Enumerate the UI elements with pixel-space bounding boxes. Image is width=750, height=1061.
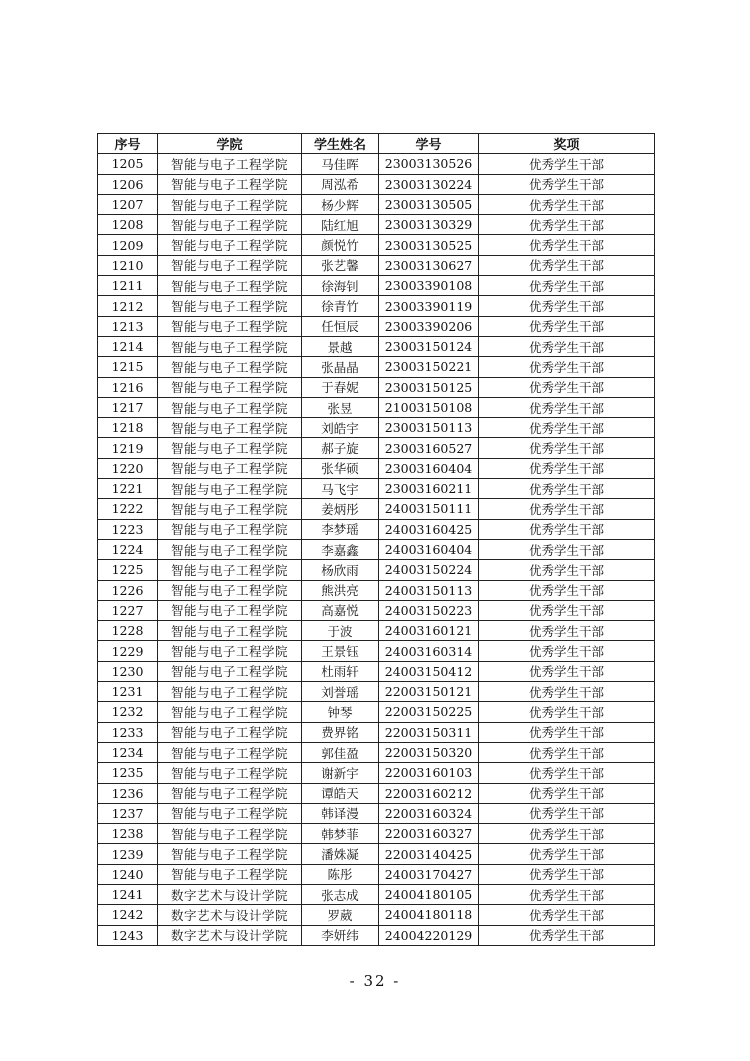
cell-student-name: 杜雨轩 (302, 661, 379, 681)
cell-student-id: 24003160314 (379, 641, 479, 661)
table-row (98, 763, 655, 783)
table-row (98, 783, 655, 803)
cell-student-name: 李梦瑶 (302, 519, 379, 539)
header-serial-number: 序号 (98, 134, 158, 154)
table-row (98, 560, 655, 580)
cell-student-name: 郭佳盈 (302, 742, 379, 762)
cell-student-name: 景越 (302, 336, 379, 356)
header-award: 奖项 (479, 134, 655, 154)
cell-serial-number: 1218 (98, 418, 158, 438)
cell-student-name: 郝子旋 (302, 438, 379, 458)
cell-college: 智能与电子工程学院 (158, 194, 302, 214)
cell-student-id: 22003160327 (379, 824, 479, 844)
cell-student-id: 22003160103 (379, 763, 479, 783)
cell-college: 智能与电子工程学院 (158, 722, 302, 742)
table-row (98, 621, 655, 641)
cell-award: 优秀学生干部 (479, 844, 655, 864)
cell-college: 智能与电子工程学院 (158, 742, 302, 762)
cell-college: 智能与电子工程学院 (158, 580, 302, 600)
cell-award: 优秀学生干部 (479, 499, 655, 519)
cell-college: 智能与电子工程学院 (158, 499, 302, 519)
table-row (98, 255, 655, 275)
cell-award: 优秀学生干部 (479, 458, 655, 478)
cell-student-id: 24003150111 (379, 499, 479, 519)
cell-student-name: 张晶晶 (302, 357, 379, 377)
table-row (98, 316, 655, 336)
table-row (98, 458, 655, 478)
cell-student-name: 周泓希 (302, 174, 379, 194)
cell-award: 优秀学生干部 (479, 682, 655, 702)
cell-serial-number: 1227 (98, 600, 158, 620)
cell-college: 智能与电子工程学院 (158, 479, 302, 499)
cell-student-name: 李嘉鑫 (302, 539, 379, 559)
cell-student-name: 杨欣雨 (302, 560, 379, 580)
table-row (98, 925, 655, 945)
cell-serial-number: 1207 (98, 194, 158, 214)
cell-award: 优秀学生干部 (479, 742, 655, 762)
cell-college: 智能与电子工程学院 (158, 682, 302, 702)
cell-serial-number: 1219 (98, 438, 158, 458)
cell-student-name: 张昱 (302, 397, 379, 417)
cell-award: 优秀学生干部 (479, 600, 655, 620)
cell-student-name: 颜悦竹 (302, 235, 379, 255)
cell-student-name: 张华硕 (302, 458, 379, 478)
cell-award: 优秀学生干部 (479, 641, 655, 661)
cell-college: 智能与电子工程学院 (158, 621, 302, 641)
cell-serial-number: 1236 (98, 783, 158, 803)
cell-serial-number: 1224 (98, 539, 158, 559)
cell-award: 优秀学生干部 (479, 925, 655, 945)
cell-student-name: 陆红旭 (302, 215, 379, 235)
cell-student-id: 23003130224 (379, 174, 479, 194)
cell-award: 优秀学生干部 (479, 560, 655, 580)
cell-student-name: 王景钰 (302, 641, 379, 661)
table-row (98, 438, 655, 458)
cell-student-id: 22003160212 (379, 783, 479, 803)
cell-student-id: 24003170427 (379, 864, 479, 884)
table-row (98, 824, 655, 844)
header-student-id: 学号 (379, 134, 479, 154)
cell-serial-number: 1213 (98, 316, 158, 336)
cell-serial-number: 1243 (98, 925, 158, 945)
cell-serial-number: 1208 (98, 215, 158, 235)
cell-college: 智能与电子工程学院 (158, 438, 302, 458)
cell-college: 智能与电子工程学院 (158, 661, 302, 681)
cell-student-name: 钟琴 (302, 702, 379, 722)
cell-serial-number: 1240 (98, 864, 158, 884)
cell-student-name: 高嘉悦 (302, 600, 379, 620)
header-college: 学院 (158, 134, 302, 154)
cell-student-name: 于春妮 (302, 377, 379, 397)
cell-student-name: 刘誉瑶 (302, 682, 379, 702)
cell-student-id: 22003150121 (379, 682, 479, 702)
table-row (98, 397, 655, 417)
cell-student-id: 22003140425 (379, 844, 479, 864)
cell-award: 优秀学生干部 (479, 519, 655, 539)
cell-award: 优秀学生干部 (479, 174, 655, 194)
cell-award: 优秀学生干部 (479, 296, 655, 316)
cell-student-id: 23003160211 (379, 479, 479, 499)
cell-student-name: 马佳晖 (302, 154, 379, 174)
cell-college: 智能与电子工程学院 (158, 519, 302, 539)
table-row (98, 357, 655, 377)
cell-student-name: 陈彤 (302, 864, 379, 884)
cell-college: 智能与电子工程学院 (158, 336, 302, 356)
cell-award: 优秀学生干部 (479, 194, 655, 214)
cell-student-id: 22003150225 (379, 702, 479, 722)
table-row (98, 336, 655, 356)
cell-serial-number: 1221 (98, 479, 158, 499)
cell-student-id: 23003130505 (379, 194, 479, 214)
cell-college: 智能与电子工程学院 (158, 803, 302, 823)
cell-award: 优秀学生干部 (479, 621, 655, 641)
table-row (98, 905, 655, 925)
cell-award: 优秀学生干部 (479, 824, 655, 844)
cell-student-name: 谢新宇 (302, 763, 379, 783)
cell-serial-number: 1209 (98, 235, 158, 255)
table-row (98, 194, 655, 214)
cell-college: 智能与电子工程学院 (158, 702, 302, 722)
cell-award: 优秀学生干部 (479, 722, 655, 742)
cell-student-id: 24004180118 (379, 905, 479, 925)
table-row (98, 722, 655, 742)
table-row (98, 519, 655, 539)
cell-student-id: 23003130627 (379, 255, 479, 275)
cell-student-id: 23003150125 (379, 377, 479, 397)
cell-student-id: 23003150124 (379, 336, 479, 356)
table-row (98, 154, 655, 174)
cell-student-id: 24003150412 (379, 661, 479, 681)
cell-award: 优秀学生干部 (479, 154, 655, 174)
cell-serial-number: 1228 (98, 621, 158, 641)
cell-college: 智能与电子工程学院 (158, 458, 302, 478)
cell-award: 优秀学生干部 (479, 905, 655, 925)
cell-student-name: 刘皓宇 (302, 418, 379, 438)
cell-student-name: 杨少辉 (302, 194, 379, 214)
cell-college: 智能与电子工程学院 (158, 215, 302, 235)
table-row (98, 844, 655, 864)
cell-college: 智能与电子工程学院 (158, 377, 302, 397)
table-row (98, 803, 655, 823)
table-row (98, 499, 655, 519)
cell-serial-number: 1205 (98, 154, 158, 174)
cell-serial-number: 1232 (98, 702, 158, 722)
cell-serial-number: 1233 (98, 722, 158, 742)
cell-student-id: 24003150224 (379, 560, 479, 580)
cell-student-name: 于波 (302, 621, 379, 641)
cell-college: 智能与电子工程学院 (158, 763, 302, 783)
table-row (98, 580, 655, 600)
cell-serial-number: 1223 (98, 519, 158, 539)
cell-college: 智能与电子工程学院 (158, 255, 302, 275)
cell-student-name: 熊洪亮 (302, 580, 379, 600)
cell-serial-number: 1216 (98, 377, 158, 397)
cell-student-name: 李妍纬 (302, 925, 379, 945)
cell-award: 优秀学生干部 (479, 336, 655, 356)
cell-serial-number: 1214 (98, 336, 158, 356)
cell-award: 优秀学生干部 (479, 803, 655, 823)
cell-serial-number: 1242 (98, 905, 158, 925)
cell-serial-number: 1217 (98, 397, 158, 417)
cell-award: 优秀学生干部 (479, 539, 655, 559)
cell-award: 优秀学生干部 (479, 661, 655, 681)
cell-serial-number: 1229 (98, 641, 158, 661)
cell-college: 智能与电子工程学院 (158, 418, 302, 438)
cell-college: 数字艺术与设计学院 (158, 905, 302, 925)
table-row (98, 215, 655, 235)
cell-award: 优秀学生干部 (479, 438, 655, 458)
cell-student-id: 22003150311 (379, 722, 479, 742)
cell-student-name: 马飞宇 (302, 479, 379, 499)
cell-college: 智能与电子工程学院 (158, 154, 302, 174)
cell-serial-number: 1231 (98, 682, 158, 702)
cell-award: 优秀学生干部 (479, 377, 655, 397)
table-row (98, 418, 655, 438)
table-row (98, 702, 655, 722)
cell-student-id: 23003150221 (379, 357, 479, 377)
cell-student-id: 24003150223 (379, 600, 479, 620)
table-row (98, 742, 655, 762)
cell-serial-number: 1235 (98, 763, 158, 783)
cell-serial-number: 1222 (98, 499, 158, 519)
cell-award: 优秀学生干部 (479, 357, 655, 377)
award-list-table (97, 133, 655, 946)
cell-serial-number: 1212 (98, 296, 158, 316)
cell-college: 智能与电子工程学院 (158, 641, 302, 661)
cell-student-name: 姜炳彤 (302, 499, 379, 519)
cell-award: 优秀学生干部 (479, 235, 655, 255)
cell-student-id: 23003150113 (379, 418, 479, 438)
cell-serial-number: 1210 (98, 255, 158, 275)
cell-college: 智能与电子工程学院 (158, 397, 302, 417)
cell-award: 优秀学生干部 (479, 580, 655, 600)
cell-student-name: 张志成 (302, 884, 379, 904)
table-row (98, 296, 655, 316)
cell-student-name: 徐海钊 (302, 276, 379, 296)
cell-student-id: 23003130526 (379, 154, 479, 174)
page-number: - 32 - (349, 972, 401, 990)
cell-award: 优秀学生干部 (479, 763, 655, 783)
cell-serial-number: 1234 (98, 742, 158, 762)
table-row (98, 235, 655, 255)
cell-student-id: 24004220129 (379, 925, 479, 945)
cell-student-name: 任恒辰 (302, 316, 379, 336)
table-row (98, 661, 655, 681)
cell-student-name: 谭皓天 (302, 783, 379, 803)
table-row (98, 884, 655, 904)
cell-award: 优秀学生干部 (479, 884, 655, 904)
cell-student-id: 22003160324 (379, 803, 479, 823)
cell-college: 智能与电子工程学院 (158, 844, 302, 864)
cell-award: 优秀学生干部 (479, 276, 655, 296)
table-row (98, 864, 655, 884)
cell-student-id: 24003160425 (379, 519, 479, 539)
cell-student-name: 韩译漫 (302, 803, 379, 823)
cell-college: 智能与电子工程学院 (158, 316, 302, 336)
cell-student-id: 23003160527 (379, 438, 479, 458)
cell-serial-number: 1206 (98, 174, 158, 194)
table-row (98, 600, 655, 620)
cell-serial-number: 1220 (98, 458, 158, 478)
cell-award: 优秀学生干部 (479, 864, 655, 884)
cell-serial-number: 1226 (98, 580, 158, 600)
cell-award: 优秀学生干部 (479, 397, 655, 417)
cell-college: 智能与电子工程学院 (158, 824, 302, 844)
cell-award: 优秀学生干部 (479, 479, 655, 499)
table-row (98, 641, 655, 661)
cell-serial-number: 1238 (98, 824, 158, 844)
cell-student-id: 23003390108 (379, 276, 479, 296)
cell-serial-number: 1230 (98, 661, 158, 681)
cell-college: 智能与电子工程学院 (158, 600, 302, 620)
cell-student-name: 潘姝凝 (302, 844, 379, 864)
cell-serial-number: 1215 (98, 357, 158, 377)
cell-award: 优秀学生干部 (479, 702, 655, 722)
cell-college: 数字艺术与设计学院 (158, 925, 302, 945)
cell-student-id: 23003390119 (379, 296, 479, 316)
table-row (98, 377, 655, 397)
cell-college: 智能与电子工程学院 (158, 539, 302, 559)
cell-award: 优秀学生干部 (479, 255, 655, 275)
table-row (98, 539, 655, 559)
cell-college: 智能与电子工程学院 (158, 864, 302, 884)
cell-student-name: 张艺馨 (302, 255, 379, 275)
cell-college: 智能与电子工程学院 (158, 296, 302, 316)
cell-college: 数字艺术与设计学院 (158, 884, 302, 904)
table-row (98, 479, 655, 499)
cell-student-id: 24003160121 (379, 621, 479, 641)
cell-student-name: 费界铭 (302, 722, 379, 742)
table-body (98, 154, 655, 946)
cell-student-name: 韩梦菲 (302, 824, 379, 844)
cell-student-id: 23003130525 (379, 235, 479, 255)
cell-college: 智能与电子工程学院 (158, 783, 302, 803)
cell-serial-number: 1225 (98, 560, 158, 580)
cell-college: 智能与电子工程学院 (158, 235, 302, 255)
cell-award: 优秀学生干部 (479, 316, 655, 336)
cell-college: 智能与电子工程学院 (158, 174, 302, 194)
table-header-row (98, 134, 655, 154)
cell-student-name: 徐青竹 (302, 296, 379, 316)
cell-student-id: 22003150320 (379, 742, 479, 762)
cell-student-name: 罗葳 (302, 905, 379, 925)
cell-student-id: 24003160404 (379, 539, 479, 559)
cell-serial-number: 1211 (98, 276, 158, 296)
cell-award: 优秀学生干部 (479, 418, 655, 438)
cell-student-id: 24004180105 (379, 884, 479, 904)
cell-college: 智能与电子工程学院 (158, 560, 302, 580)
cell-serial-number: 1237 (98, 803, 158, 823)
cell-student-id: 23003130329 (379, 215, 479, 235)
header-student-name: 学生姓名 (302, 134, 379, 154)
cell-student-id: 23003390206 (379, 316, 479, 336)
cell-award: 优秀学生干部 (479, 215, 655, 235)
table-row (98, 174, 655, 194)
table-row (98, 682, 655, 702)
cell-serial-number: 1241 (98, 884, 158, 904)
cell-student-id: 23003160404 (379, 458, 479, 478)
cell-college: 智能与电子工程学院 (158, 276, 302, 296)
cell-serial-number: 1239 (98, 844, 158, 864)
cell-award: 优秀学生干部 (479, 783, 655, 803)
cell-student-id: 21003150108 (379, 397, 479, 417)
table-row (98, 276, 655, 296)
cell-college: 智能与电子工程学院 (158, 357, 302, 377)
cell-student-id: 24003150113 (379, 580, 479, 600)
